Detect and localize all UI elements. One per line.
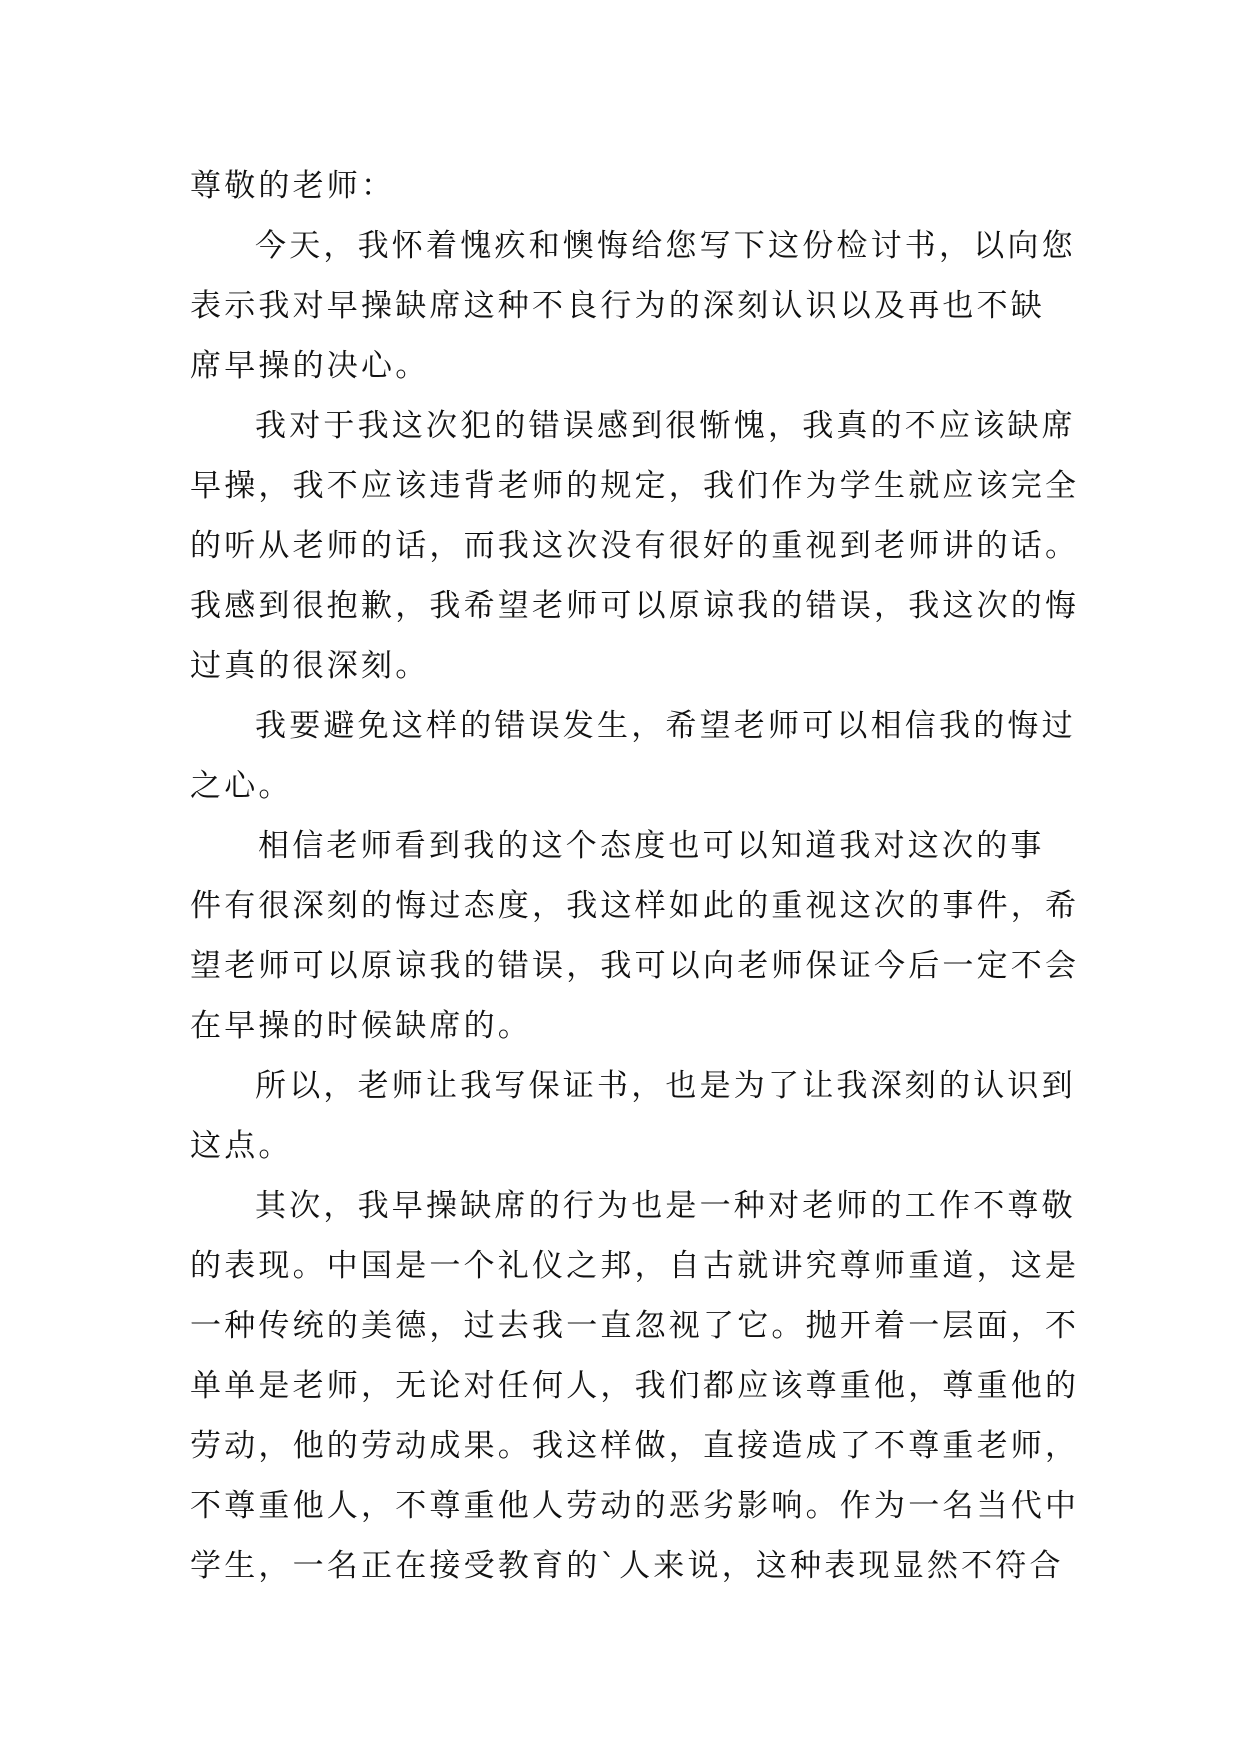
text-line: 望老师可以原谅我的错误，我可以向老师保证今后一定不会 [190,948,1080,984]
text-line: 单单是老师，无论对任何人，我们都应该尊重他，尊重他的 [190,1368,1080,1404]
text-line: 一种传统的美德，过去我一直忽视了它。抛开着一层面，不 [190,1308,1080,1344]
text-line: 不尊重他人，不尊重他人劳动的恶劣影响。作为一名当代中 [190,1488,1080,1524]
text-line: 席早操的决心。 [190,348,430,384]
text-line: 早操，我不应该违背老师的规定，我们作为学生就应该完全 [190,468,1080,504]
text-line: 劳动，他的劳动成果。我这样做，直接造成了不尊重老师， [190,1428,1080,1464]
text-line: 我感到很抱歉，我希望老师可以原谅我的错误，我这次的悔 [190,588,1080,624]
text-line: 我对于我这次犯的错误感到很惭愧，我真的不应该缺席 [255,408,1076,444]
text-line: 在早操的时候缺席的。 [190,1008,532,1044]
text-line: 件有很深刻的悔过态度，我这样如此的重视这次的事件，希 [190,888,1080,924]
text-line: 过真的很深刻。 [190,648,430,684]
text-line: 的表现。中国是一个礼仪之邦，自古就讲究尊师重道，这是 [190,1248,1080,1284]
text-line: 今天，我怀着愧疚和懊悔给您写下这份检讨书，以向您 [255,228,1076,264]
text-line: 学生，一名正在接受教育的`人来说，这种表现显然不符合 [190,1548,1064,1584]
text-line: 之心。 [190,768,293,804]
text-line: 相信老师看到我的这个态度也可以知道我对这次的事 [258,828,1045,864]
text-line: 这点。 [190,1128,293,1164]
text-line: 我要避免这样的错误发生，希望老师可以相信我的悔过 [255,708,1076,744]
text-line: 其次，我早操缺席的行为也是一种对老师的工作不尊敬 [255,1188,1076,1224]
text-line: 所以，老师让我写保证书，也是为了让我深刻的认识到 [255,1068,1076,1104]
salutation: 尊敬的老师： [190,168,396,204]
text-line: 的听从老师的话，而我这次没有很好的重视到老师讲的话。 [190,528,1080,564]
text-line: 表示我对早操缺席这种不良行为的深刻认识以及再也不缺 [190,288,1045,324]
